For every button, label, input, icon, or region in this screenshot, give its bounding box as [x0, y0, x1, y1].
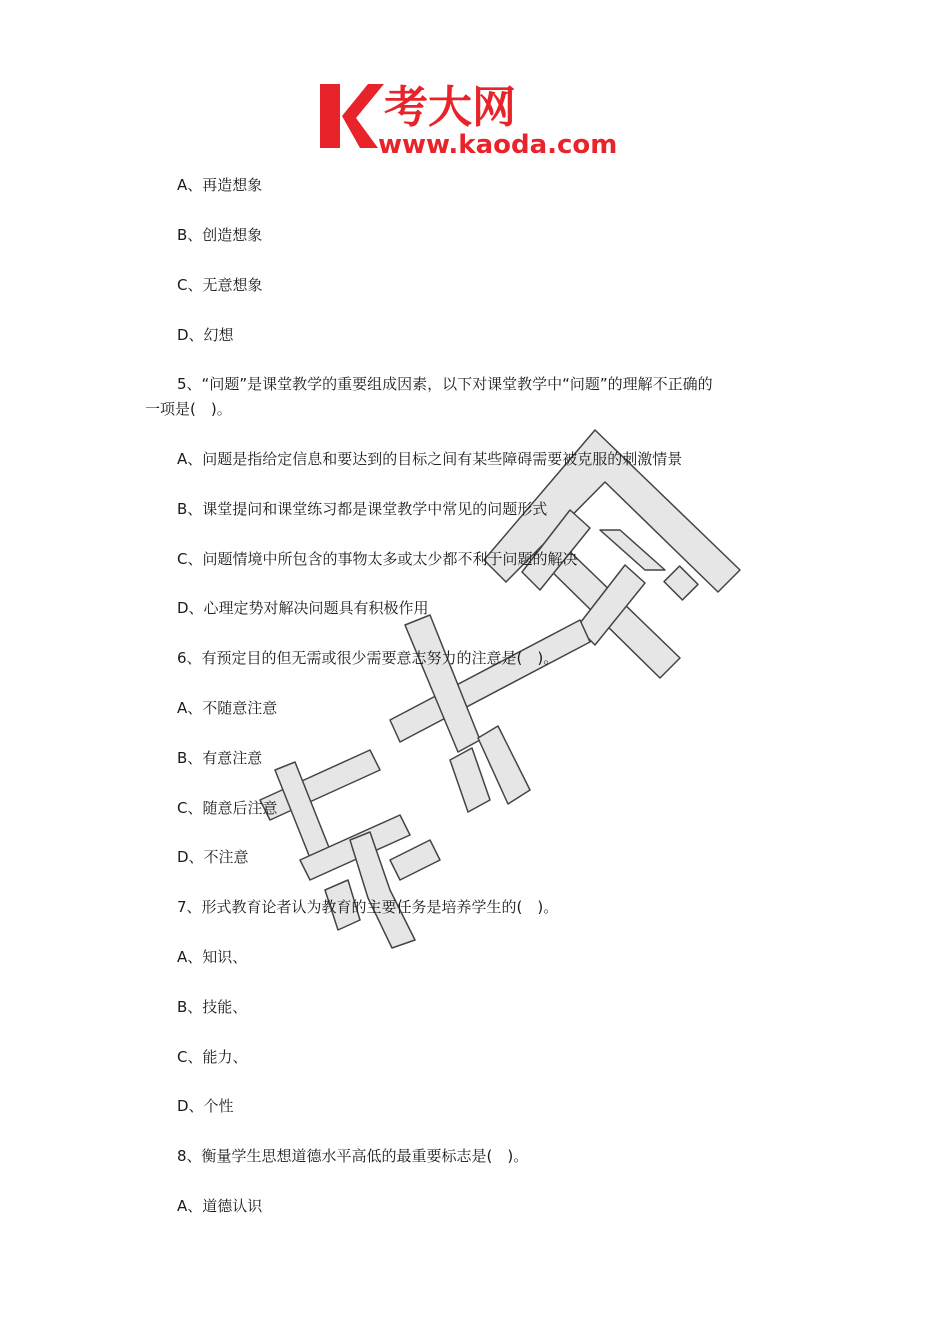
- logo-url: www.kaoda.com: [378, 130, 618, 160]
- q5-stem-line2: 一项是( )。: [145, 400, 232, 418]
- q5-option-a: A、问题是指给定信息和要达到的目标之间有某些障碍需要被克服的刺激情景: [177, 450, 683, 468]
- q7-option-c: C、能力、: [177, 1048, 248, 1066]
- q8-stem: 8、衡量学生思想道德水平高低的最重要标志是( )。: [177, 1147, 529, 1165]
- q7-option-a: A、知识、: [177, 948, 248, 966]
- logo-title: 考大网: [384, 82, 516, 133]
- q4-option-a: A、再造想象: [177, 176, 263, 194]
- q6-option-d: D、不注意: [177, 848, 249, 866]
- q6-option-a: A、不随意注意: [177, 699, 278, 717]
- q7-stem: 7、形式教育论者认为教育的主要任务是培养学生的( )。: [177, 898, 559, 916]
- q5-stem-line1: 5、“问题”是课堂教学的重要组成因素，以下对课堂教学中“问题”的理解不正确的: [177, 375, 713, 393]
- logo-k-stem: [320, 84, 340, 148]
- q7-option-d: D、个性: [177, 1097, 234, 1115]
- q7-option-b: B、技能、: [177, 998, 248, 1016]
- q5-option-d: D、心理定势对解决问题具有积极作用: [177, 599, 429, 617]
- q4-option-b: B、创造想象: [177, 226, 263, 244]
- q4-option-d: D、幻想: [177, 326, 234, 344]
- q5-option-c: C、问题情境中所包含的事物太多或太少都不利于问题的解决: [177, 550, 578, 568]
- q5-option-b: B、课堂提问和课堂练习都是课堂教学中常见的问题形式: [177, 500, 548, 518]
- q6-stem: 6、有预定目的但无需或很少需要意志努力的注意是( )。: [177, 649, 559, 667]
- q4-option-c: C、无意想象: [177, 276, 263, 294]
- q6-option-b: B、有意注意: [177, 749, 263, 767]
- q6-option-c: C、随意后注意: [177, 799, 278, 817]
- q8-option-a: A、道德认识: [177, 1197, 263, 1215]
- kaoda-logo: [318, 80, 640, 160]
